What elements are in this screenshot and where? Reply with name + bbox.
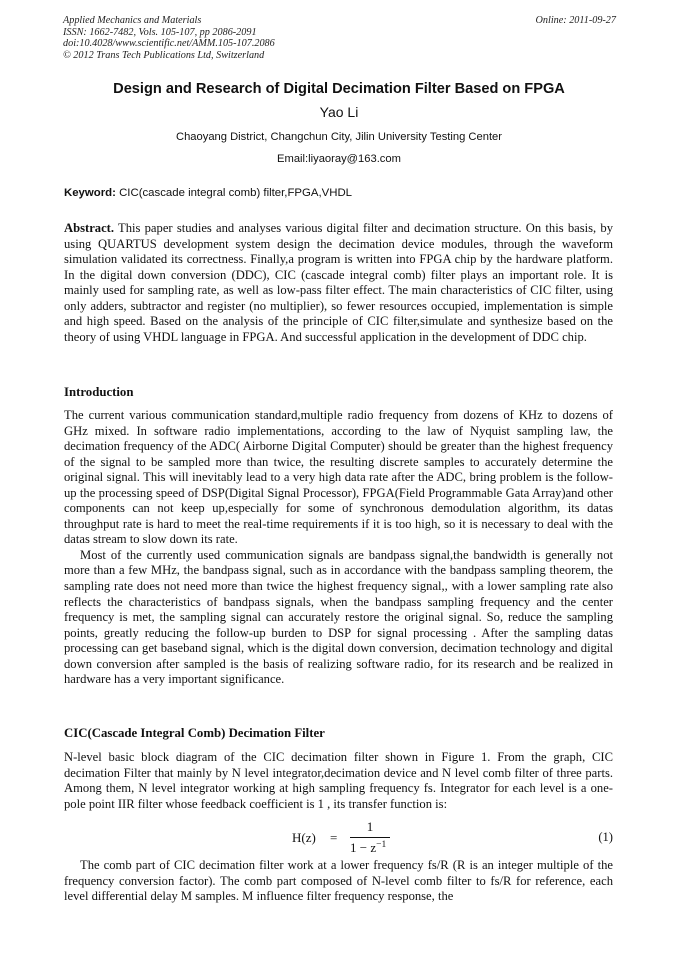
author-affiliation: Chaoyang District, Changchun City, Jilin University Testing Center	[175, 131, 503, 143]
abstract	[64, 221, 613, 345]
journal-name: Applied Mechanics and Materials	[63, 15, 202, 26]
issn-line: ISSN: 1662-7482, Vols. 105-107, pp 2086-2091	[63, 26, 257, 38]
cic-paragraph-2	[64, 858, 613, 905]
abstract-text: This paper studies and analyses various digital filter and decimation structure. On this basis, by using QUARTUS development system design the decimation device modules, through the waveform simulation validated its correctness. Finally,a program is written into FPGA chip by the hardware platform. In the digital down conversion (DDC), CIC (cascade integral comb) filter plays an important role. It is mainly used for sampling rate, as well as low-pass filter effect. The main characteristics of CIC filter, using only adders, subtractor and register (no multiplier), so fewer resources occupied, implementation is simple and high speed. Based on the analysis of the principle of CIC filter,simulate and synthesize based on the theory of using VHDL language in FPGA. And successful application in the development of DDC chip.	[64, 221, 613, 344]
cic-heading: CIC(Cascade Integral Comb) Decimation Filter	[64, 726, 325, 740]
cic-paragraph-1	[64, 750, 613, 812]
keywords	[64, 187, 352, 199]
cic-paragraph-1-text: N-level basic block diagram of the CIC decimation filter shown in Figure 1. From the graph, CIC decimation Filter that mainly by N level integrator,decimation device and N level comb filter of three parts. Among them, N level integrator working at high sampling frequency fs. Integrator for each level is a one-pole point IIR filter whose feedback coefficient is 1 , its transfer function is:	[64, 750, 613, 811]
denominator-base: 1 − z	[350, 840, 377, 855]
introduction-paragraph-1: The current various communication standard,multiple radio frequency from dozens of KHz to dozens of GHz mixed. In software radio implementations, according to the law of Nyquist sampling law, the decimation frequency of the ADC( Airborne Digital Computer) should be greater than the highest frequency of the signal to be sampled more than twice, the resulting discrete samples to accurately determine the original signal. This will inevitably lead to a very high data rate after the ADC, bring problem is the follow-up the processing speed of DSP(Digital Signal Processor), FPGA(Field Programmable Gata Array)and other components can not keep up,especially for some of synchronous demodulation algorithm, its datas throughput rate is hard to meet the real-time requirements if it is too high, so it is necessary to deal with the datas stream to slow down its rate.	[64, 408, 613, 547]
equation-lhs: H(z)	[292, 830, 316, 845]
paper-title: Design and Research of Digital Decimation Filter Based on FPGA	[113, 81, 565, 97]
equation-number: (1)	[598, 830, 613, 844]
doi-line: doi:10.4028/www.scientific.net/AMM.105-107.2086	[63, 38, 275, 50]
copyright-line: © 2012 Trans Tech Publications Ltd, Switzerland	[63, 49, 265, 61]
keyword-label: Keyword:	[64, 187, 116, 199]
equation-equals: =	[330, 830, 338, 845]
author-name: Yao Li	[319, 104, 359, 120]
denominator-exponent: −1	[376, 840, 387, 850]
introduction-body	[64, 408, 613, 688]
journal-header	[63, 15, 616, 61]
online-date: Online: 2011-09-27	[535, 15, 616, 26]
equation-numerator: 1	[366, 819, 374, 834]
fraction-bar	[350, 837, 390, 838]
introduction-heading: Introduction	[64, 385, 134, 399]
introduction-paragraph-2: Most of the currently used communication signals are bandpass signal,the bandwidth is generally not more than a few MHz, the bandpass signal, such as in accordance with the bandpass sampling theorem, the sampling rate does not need more than twice the highest frequency signal,, with a lower sampling rate also reflects the characteristics of bandpass signals, when the bandpass sampling frequency and the center frequency is met, the sampling signal can accurately restore the original signal. So, reduce the sampling points, greatly reducing the follow-up burden to DSP for signal processing . After the sampling datas processing can get baseband signal, which is the digital down conversion, decimation technology and digital down conversion after sampled is the basis of realizing software radio, for its research and be realized in hardware has a very important significance.	[64, 547, 613, 687]
author-email: Email:liyaoray@163.com	[277, 153, 401, 165]
equation-1	[64, 816, 613, 858]
keyword-text: CIC(cascade integral comb) filter,FPGA,VHDL	[115, 187, 353, 199]
equation-denominator	[350, 840, 394, 856]
abstract-label: Abstract.	[64, 221, 115, 235]
cic-paragraph-2-text: The comb part of CIC decimation filter work at a lower frequency fs/R (R is an integer multiple of the frequency conversion factor). The comb part composed of N-level comb filter to fs/R for reference, each level differential delay M samples. M influence filter frequency response, the	[64, 858, 613, 904]
